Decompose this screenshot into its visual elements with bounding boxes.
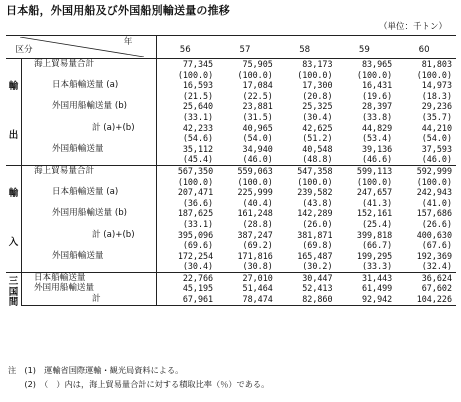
value-cell: 171,816 (237, 250, 273, 261)
table-row (6, 112, 456, 123)
value-cell: 592,999 (396, 165, 456, 176)
group-char: 三 (8, 276, 19, 288)
ratio-cell: (26.6) (421, 218, 452, 229)
ratio-cell: (41.3) (361, 197, 393, 208)
ratio-cell: (41.0) (421, 197, 452, 208)
ratio-cell: (67.6) (421, 240, 452, 251)
row-label-text: 計 (91, 294, 101, 305)
value-cell: 247,657 (356, 187, 393, 198)
ratio-cell: (100.0) (177, 69, 214, 80)
ratio-cell: (54.0) (242, 133, 273, 144)
row-label-text: 海上貿易量合計 (33, 165, 95, 176)
value-cell: 34,940 (242, 143, 273, 154)
value-cell: 172,254 (177, 250, 214, 261)
ratio-cell: (35.7) (421, 111, 452, 122)
ratio-cell: (100.0) (356, 69, 393, 80)
value-cell: 207,471 (177, 187, 214, 198)
value-cell: 16,431 (361, 80, 393, 91)
value-cell: 44,210 (421, 122, 452, 133)
value-cell: 242,943 (416, 187, 452, 198)
row-label-text: 日本船輸送量 (33, 272, 86, 283)
row-label (21, 177, 156, 188)
ratio-cell: (69.8) (302, 240, 333, 251)
ratio-cell: (46.0) (242, 154, 273, 165)
ratio-cell: (53.4) (361, 133, 393, 144)
row-label (21, 80, 156, 91)
value-cell: 567,350 (157, 165, 217, 176)
row-label-text: 日本船輸送量 (a) (51, 187, 119, 198)
value-cell: 559,063 (217, 165, 277, 176)
ratio-cell: (26.0) (302, 218, 333, 229)
value-cell: 40,965 (242, 122, 273, 133)
header-diagonal-line (20, 37, 144, 57)
value-cell: 161,248 (237, 208, 273, 219)
value-cell: 29,236 (421, 101, 452, 112)
value-cell: 192,369 (416, 250, 452, 261)
value-cell: 22,766 (157, 272, 217, 283)
value-cell: 104,226 (396, 294, 456, 305)
year-header: 57 (217, 36, 277, 59)
ratio-cell: (54.6) (182, 133, 214, 144)
table-row (6, 133, 456, 144)
corner-year-label: 年 (123, 37, 133, 47)
row-label (21, 208, 156, 219)
table-row (6, 240, 456, 251)
table-row (6, 198, 456, 209)
value-cell: 51,464 (242, 283, 273, 294)
row-label-text: 外国船輸送量 (51, 143, 104, 154)
ratio-cell: (33.3) (361, 261, 393, 272)
table-row (6, 283, 456, 294)
ratio-cell: (32.4) (421, 261, 452, 272)
table-row (6, 59, 456, 70)
row-label (21, 294, 156, 305)
table-row (6, 294, 456, 305)
value-cell: 39,136 (361, 143, 393, 154)
note-line: 注 (1) 運輸省国際運輸・観光局資料による。 (8, 365, 184, 375)
row-label (21, 272, 156, 283)
row-label (21, 230, 156, 241)
value-cell: 17,084 (242, 80, 273, 91)
ratio-cell: (25.4) (361, 218, 393, 229)
ratio-cell: (100.0) (177, 176, 214, 187)
year-header: 59 (337, 36, 397, 59)
ratio-cell: (48.8) (302, 154, 333, 165)
value-cell: 42,233 (182, 122, 214, 133)
value-cell: 30,447 (277, 272, 337, 283)
table-row (6, 123, 456, 134)
value-cell: 67,961 (157, 294, 217, 305)
value-cell: 92,942 (337, 294, 397, 305)
value-cell: 387,247 (237, 229, 273, 240)
value-cell: 67,602 (421, 283, 452, 294)
group-label (6, 165, 21, 272)
value-cell: 25,640 (182, 101, 214, 112)
ratio-cell: (19.6) (361, 90, 393, 101)
ratio-cell: (18.3) (421, 90, 452, 101)
table-row (6, 80, 456, 91)
ratio-cell: (54.0) (421, 133, 452, 144)
year-header: 58 (277, 36, 337, 59)
table-row (6, 70, 456, 81)
value-cell: 16,593 (182, 80, 214, 91)
group-char: 出 (8, 130, 19, 142)
ratio-cell: (100.0) (416, 176, 452, 187)
value-cell: 547,358 (277, 165, 337, 176)
value-cell: 40,548 (302, 143, 333, 154)
row-label-text: 外国用船輸送量 (b) (51, 101, 128, 112)
value-cell: 77,345 (157, 59, 217, 70)
value-cell: 399,818 (356, 229, 393, 240)
note-line: (2) （ ）内は，海上貿易量合計に対する積取比率（％）である。 (8, 379, 270, 389)
ratio-cell: (100.0) (416, 69, 452, 80)
year-header: 60 (396, 36, 456, 59)
ratio-cell: (36.6) (182, 197, 214, 208)
value-cell: 14,973 (421, 80, 452, 91)
unit-label: （単位：千トン） (378, 22, 447, 32)
row-label-text: 計 (a)+(b) (91, 122, 135, 133)
value-cell: 61,499 (361, 283, 393, 294)
row-label (21, 261, 156, 272)
row-label (21, 101, 156, 112)
value-cell: 17,300 (302, 80, 333, 91)
table-row (6, 208, 456, 219)
ratio-cell: (45.4) (182, 154, 214, 165)
table-row (6, 187, 456, 198)
row-label (21, 154, 156, 165)
value-cell: 27,010 (217, 272, 277, 283)
row-label-text: 日本船輸送量 (a) (51, 80, 119, 91)
ratio-cell: (33.1) (182, 111, 214, 122)
table-row (6, 91, 456, 102)
table-row (6, 219, 456, 230)
value-cell: 199,295 (356, 250, 393, 261)
ratio-cell: (20.8) (302, 90, 333, 101)
shipping-volume-table (6, 35, 456, 309)
value-cell: 187,625 (177, 208, 214, 219)
value-cell: 75,905 (217, 59, 277, 70)
group-char: 入 (8, 237, 19, 249)
row-label-text: 計 (a)+(b) (91, 229, 135, 240)
year-header: 56 (157, 36, 217, 59)
table-row (6, 165, 456, 176)
value-cell: 142,289 (297, 208, 333, 219)
ratio-cell: (28.8) (242, 218, 273, 229)
table-row (6, 261, 456, 272)
value-cell: 28,397 (361, 101, 393, 112)
row-label (21, 283, 156, 294)
row-label-text: 外国用船輸送量 (33, 283, 95, 294)
value-cell: 45,195 (182, 283, 214, 294)
group-char: 国 (8, 286, 19, 298)
ratio-cell: (100.0) (237, 176, 273, 187)
group-char: 間 (8, 297, 19, 309)
value-cell: 42,625 (302, 122, 333, 133)
ratio-cell: (30.8) (242, 261, 273, 272)
notes (8, 363, 269, 391)
row-label-text: 海上貿易量合計 (33, 59, 95, 69)
ratio-cell: (30.4) (302, 111, 333, 122)
row-label (21, 91, 156, 102)
table-row (6, 144, 456, 155)
value-cell: 83,173 (277, 59, 337, 70)
value-cell: 157,686 (416, 208, 452, 219)
value-cell: 81,803 (396, 59, 456, 70)
value-cell: 400,630 (416, 229, 452, 240)
ratio-cell: (66.7) (361, 240, 393, 251)
ratio-cell: (43.8) (302, 197, 333, 208)
group-char: 輸 (8, 81, 19, 93)
value-cell: 36,624 (396, 272, 456, 283)
ratio-cell: (22.5) (242, 90, 273, 101)
row-label (21, 198, 156, 209)
table-row (6, 251, 456, 262)
row-label (21, 59, 156, 70)
row-label (21, 123, 156, 134)
value-cell: 395,096 (177, 229, 214, 240)
table-row (6, 177, 456, 188)
value-cell: 225,999 (237, 187, 273, 198)
value-cell: 44,829 (361, 122, 393, 133)
value-cell: 82,860 (277, 294, 337, 305)
value-cell: 23,881 (242, 101, 273, 112)
ratio-cell: (46.0) (421, 154, 452, 165)
value-cell: 165,487 (297, 250, 333, 261)
ratio-cell: (100.0) (297, 176, 333, 187)
row-label (21, 219, 156, 230)
value-cell: 35,112 (182, 143, 214, 154)
row-label-text: 外国用船輸送量 (b) (51, 208, 128, 219)
ratio-cell: (30.4) (182, 261, 214, 272)
row-label-text: 外国船輸送量 (51, 250, 104, 261)
ratio-cell: (46.6) (361, 154, 393, 165)
row-label (21, 187, 156, 198)
ratio-cell: (100.0) (297, 69, 333, 80)
value-cell: 599,113 (337, 165, 397, 176)
group-label (6, 59, 21, 166)
corner-category-label: 区分 (15, 45, 33, 56)
ratio-cell: (51.2) (302, 133, 333, 144)
value-cell: 239,582 (297, 187, 333, 198)
group-char: 輸 (8, 188, 19, 200)
table-row (6, 272, 456, 283)
row-label (21, 240, 156, 251)
table-row (6, 101, 456, 112)
row-label (21, 144, 156, 155)
row-label (21, 70, 156, 81)
ratio-cell: (31.5) (242, 111, 273, 122)
ratio-cell: (100.0) (356, 176, 393, 187)
ratio-cell: (21.5) (182, 90, 214, 101)
value-cell: 52,413 (302, 283, 333, 294)
row-label (21, 133, 156, 144)
ratio-cell: (33.1) (182, 218, 214, 229)
ratio-cell: (100.0) (237, 69, 273, 80)
ratio-cell: (69.2) (242, 240, 273, 251)
value-cell: 152,161 (356, 208, 393, 219)
table-row (6, 230, 456, 241)
page-title: 日本船，外国用船及び外国船別輸送量の推移 (6, 4, 230, 17)
value-cell: 37,593 (421, 143, 452, 154)
ratio-cell: (40.4) (242, 197, 273, 208)
row-label (21, 165, 156, 176)
ratio-cell: (30.2) (302, 261, 333, 272)
value-cell: 83,965 (337, 59, 397, 70)
value-cell: 381,871 (297, 229, 333, 240)
value-cell: 25,325 (302, 101, 333, 112)
group-label (6, 272, 21, 309)
value-cell: 31,443 (337, 272, 397, 283)
row-label (21, 112, 156, 123)
value-cell: 78,474 (217, 294, 277, 305)
ratio-cell: (33.8) (361, 111, 393, 122)
ratio-cell: (69.6) (182, 240, 214, 251)
row-label (21, 251, 156, 262)
table-row (6, 154, 456, 165)
